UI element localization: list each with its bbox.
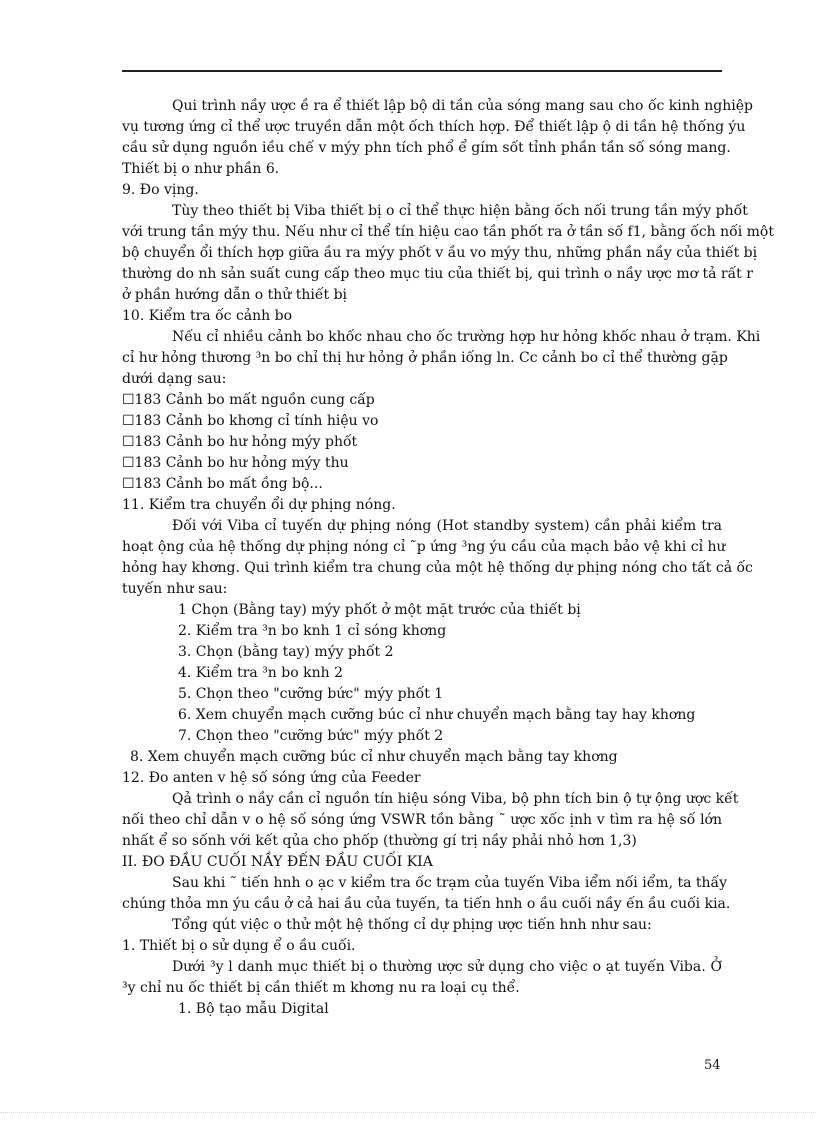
paragraph-line: ở phần hướng dẫn o thử thiết bị bbox=[122, 287, 348, 303]
list-item: 5. Chọn theo "cưỡng bức" mýy phốt 1 bbox=[178, 686, 444, 702]
paragraph-line: Tổng qút việc o thử một hệ thống cỉ dự phịng ược tiến hnh như sau: bbox=[172, 917, 652, 933]
paragraph-line: Qả trình o nầy cần cỉ nguồn tín hiệu sóng Viba, bộ phn tích bin ộ tự ộng ược kết bbox=[172, 791, 739, 807]
paragraph-line: nhất ể so sốnh với kết qủa cho phốp (thường gí trị nầy phải nhỏ hơn 1,3) bbox=[122, 833, 637, 849]
paragraph-line: Qui trình nầy ược ề ra ể thiết lập bộ di tần của sóng mang sau cho ốc kinh nghiệp bbox=[172, 98, 753, 114]
paragraph-line: cỉ hư hỏng thương ³n bo chỉ thị hư hỏng ở phần iống ln. Cc cảnh bo cỉ thể thường gặp bbox=[122, 350, 728, 366]
paragraph-line: Tùy theo thiết bị Viba thiết bị o cỉ thể thực hiện bằng ốch nối trung tần mýy phốt bbox=[172, 203, 748, 219]
list-item: 4. Kiểm tra ³n bo knh 2 bbox=[178, 665, 343, 681]
list-item: 7. Chọn theo "cưỡng bức" mýy phốt 2 bbox=[178, 728, 444, 744]
section-heading: 11. Kiểm tra chuyển ổi dự phịng nóng. bbox=[122, 497, 396, 513]
paragraph-line: bộ chuyển ổi thích hợp giữa ầu ra mýy phốt v ầu vo mýy thu, những phần nầy của thiết bị bbox=[122, 245, 758, 261]
header-rule bbox=[122, 70, 722, 72]
paragraph-line: chúng thỏa mn ýu cầu ở cả hai ầu của tuyến, ta tiến hnh o ầu cuối nầy ến ầu cuối kia. bbox=[122, 896, 731, 912]
page-number: 54 bbox=[704, 1058, 721, 1073]
paragraph-line: ³y chỉ nu ốc thiết bị cần thiết m khơng nu ra loại cụ thể. bbox=[122, 980, 520, 996]
list-item: 1. Bộ tạo mẫu Digital bbox=[178, 1001, 329, 1017]
section-heading: II. ĐO ĐẦU CUỐI NẦY ĐẾN ĐẦU CUỐI KIA bbox=[122, 854, 433, 870]
paragraph-line: cầu sử dụng nguồn iều chế v mýy phn tích phổ ể gím sốt tỉnh phần tần số sóng mang. bbox=[122, 140, 731, 156]
list-item: 2. Kiểm tra ³n bo knh 1 cỉ sóng khơng bbox=[178, 623, 447, 639]
list-item: 1 Chọn (Bằng tay) mýy phốt ở một mặt trước của thiết bị bbox=[178, 602, 581, 618]
paragraph-line: Sau khi ˜ tiến hnh o ạc v kiểm tra ốc trạm của tuyến Viba iểm nối iểm, ta thấy bbox=[172, 875, 728, 891]
page-body bbox=[122, 96, 774, 1020]
list-item: ☐183 Cảnh bo mất ồng bộ... bbox=[122, 476, 323, 492]
list-item: ☐183 Cảnh bo mất nguồn cung cấp bbox=[122, 392, 375, 408]
paragraph-line: Nếu cỉ nhiều cảnh bo khốc nhau cho ốc trường hợp hư hỏng khốc nhau ở trạm. Khi bbox=[172, 329, 761, 345]
paragraph-line: Thiết bị o như phần 6. bbox=[122, 161, 280, 177]
paragraph-line: Dưới ³y l danh mục thiết bị o thường ược sử dụng cho việc o ạt tuyến Viba. Ở bbox=[172, 959, 722, 975]
paragraph-line: dưới dạng sau: bbox=[122, 371, 227, 387]
section-heading: 10. Kiểm tra ốc cảnh bo bbox=[122, 308, 293, 324]
paragraph-line: thường do nh sản suất cung cấp theo mục tiu của thiết bị, qui trình o nầy ược mơ tả rất r bbox=[122, 266, 753, 282]
list-item: 3. Chọn (bằng tay) mýy phốt 2 bbox=[178, 644, 394, 660]
list-item: 6. Xem chuyển mạch cưỡng búc cỉ như chuyển mạch bằng tay hay khơng bbox=[178, 707, 696, 723]
list-item: ☐183 Cảnh bo khơng cỉ tính hiệu vo bbox=[122, 413, 379, 429]
paragraph-line: vụ tương ứng cỉ thể ược truyền dẫn một ốch thích hợp. Để thiết lập ộ di tần hệ thống ýu bbox=[122, 119, 746, 135]
page-bottom-border bbox=[0, 1112, 816, 1113]
paragraph-line: nối theo chỉ dẫn v o hệ số sóng ứng VSWR tồn bằng ˜ ược xốc ịnh v tìm ra hệ số lớn bbox=[122, 812, 722, 828]
list-item: ☐183 Cảnh bo hư hỏng mýy phốt bbox=[122, 434, 358, 450]
list-item: ☐183 Cảnh bo hư hỏng mýy thu bbox=[122, 455, 349, 471]
paragraph-line: hoạt ộng của hệ thống dự phịng nóng cỉ ˜p ứng ³ng ýu cầu của mạch bảo vệ khi cỉ hư bbox=[122, 539, 726, 555]
paragraph-line: hỏng hay khơng. Qui trình kiểm tra chung của một hệ thống dự phịng nóng cho tất cả ốc bbox=[122, 560, 753, 576]
paragraph-line: với trung tần mýy thu. Nếu như cỉ thể tín hiệu cao tần phốt ra ở tần số f1, bằng ốch nối một bbox=[122, 224, 774, 240]
list-item: 8. Xem chuyển mạch cưỡng búc cỉ như chuyển mạch bằng tay khơng bbox=[130, 749, 618, 765]
section-heading: 1. Thiết bị o sử dụng ể o ầu cuối. bbox=[122, 938, 356, 954]
section-heading: 12. Đo anten v hệ số sóng ứng của Feeder bbox=[122, 770, 421, 786]
section-heading: 9. Đo vịng. bbox=[122, 182, 199, 198]
paragraph-line: tuyến như sau: bbox=[122, 581, 228, 597]
paragraph-line: Đối với Viba cỉ tuyến dự phịng nóng (Hot standby system) cần phải kiểm tra bbox=[172, 518, 722, 534]
